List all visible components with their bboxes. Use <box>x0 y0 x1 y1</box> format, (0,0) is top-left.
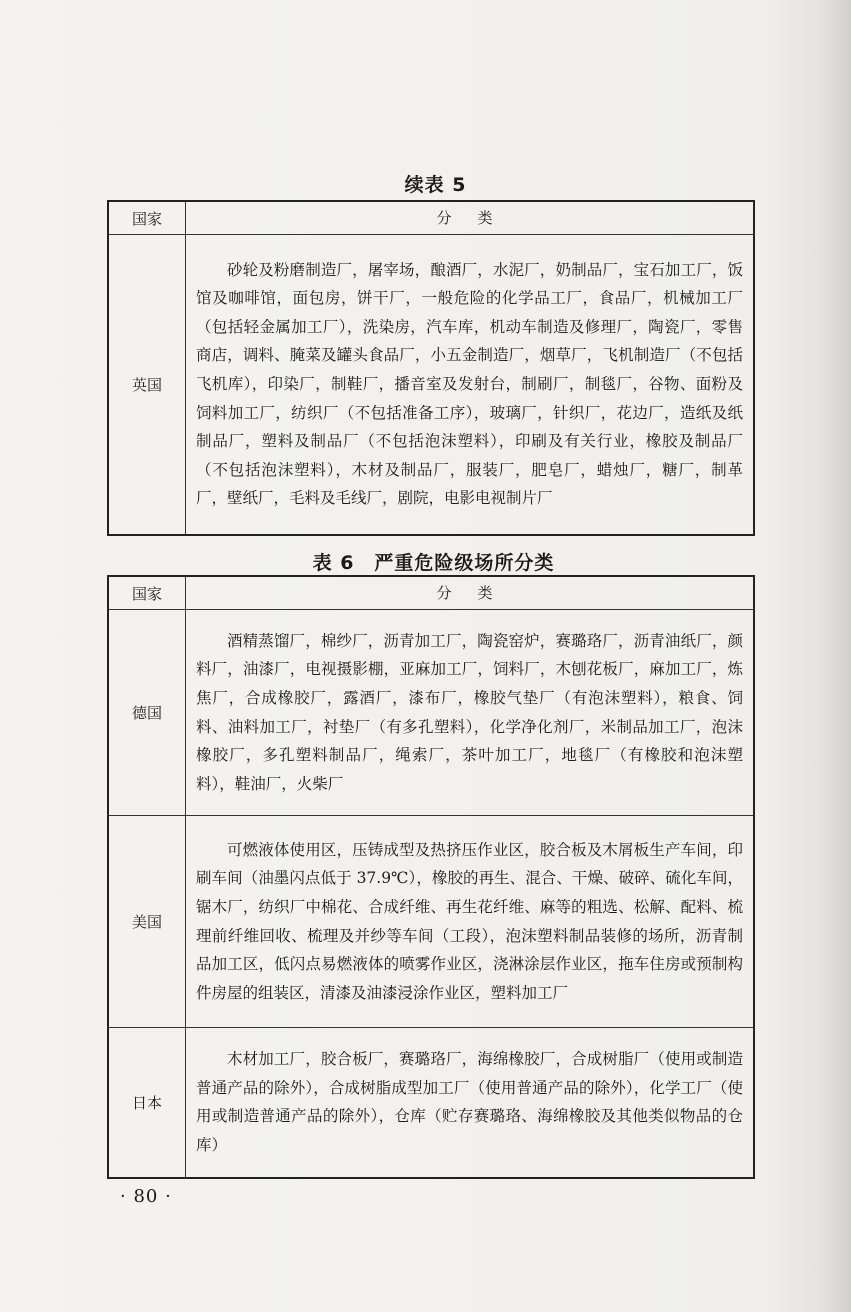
table5-header-country: 国家 <box>108 201 186 235</box>
table-row <box>108 610 754 816</box>
table6-header-class: 分类 <box>186 576 755 610</box>
table6 <box>107 575 755 1179</box>
table5 <box>107 200 755 536</box>
row-country: 英国 <box>108 235 186 535</box>
row-classification: 酒精蒸馏厂，棉纱厂，沥青加工厂，陶瓷窑炉，赛璐珞厂，沥青油纸厂，颜料厂，油漆厂，电视摄影棚，亚麻加工厂，饲料厂，木刨花板厂，麻加工厂，炼焦厂，合成橡胶厂，露酒厂，漆布厂，橡胶气垫厂（有泡沫塑料），粮食、饲料、油料加工厂，衬垫厂（有多孔塑料），化学净化剂厂，米制品加工厂，泡沫橡胶厂，多孔塑料制品厂，绳索厂，茶叶加工厂，地毯厂（有橡胶和泡沫塑料），鞋油厂，火柴厂 <box>186 610 755 816</box>
table5-header-row <box>108 201 754 235</box>
row-country: 德国 <box>108 610 186 816</box>
row-classification: 可燃液体使用区，压铸成型及热挤压作业区，胶合板及木屑板生产车间，印刷车间（油墨闪点低于 37.9℃），橡胶的再生、混合、干燥、破碎、硫化车间，锯木厂，纺织厂中棉花、合成纤维、再生花纤维、麻等的粗选、松解、配料、梳理前纤维回收、梳理及并纱等车间（工段），泡沫塑料制品装修的场所，沥青制品加工区，低闪点易燃液体的喷雾作业区，浇淋涂层作业区，拖车住房或预制构件房屋的组装区，清漆及油漆浸涂作业区，塑料加工厂 <box>186 816 755 1028</box>
table6-header-country: 国家 <box>108 576 186 610</box>
row-classification: 砂轮及粉磨制造厂，屠宰场，酿酒厂，水泥厂，奶制品厂，宝石加工厂，饭馆及咖啡馆，面包房，饼干厂，一般危险的化学品工厂，食品厂，机械加工厂（包括轻金属加工厂），洗染房，汽车库，机动车制造及修理厂，陶瓷厂，零售商店，调料、腌菜及罐头食品厂，小五金制造厂，烟草厂，飞机制造厂（不包括飞机库），印染厂，制鞋厂，播音室及发射台，制刷厂，制毯厂，谷物、面粉及饲料加工厂，纺织厂（不包括准备工序），玻璃厂，针织厂，花边厂，造纸及纸制品厂，塑料及制品厂（不包括泡沫塑料），印刷及有关行业，橡胶及制品厂（不包括泡沫塑料），木材及制品厂，服装厂，肥皂厂，蜡烛厂，糖厂，制革厂，壁纸厂，毛料及毛线厂，剧院，电影电视制片厂 <box>186 235 755 535</box>
table5-caption: 续表 5 <box>404 174 467 196</box>
table5-header-class: 分类 <box>186 201 755 235</box>
row-country: 美国 <box>108 816 186 1028</box>
row-classification: 木材加工厂，胶合板厂，赛璐珞厂，海绵橡胶厂，合成树脂厂（使用或制造普通产品的除外），合成树脂成型加工厂（使用普通产品的除外），化学工厂（使用或制造普通产品的除外），仓库（贮存赛璐珞、海绵橡胶及其他类似物品的仓库） <box>186 1028 755 1178</box>
table-row <box>108 1028 754 1178</box>
row-country: 日本 <box>108 1028 186 1178</box>
table-row <box>108 235 754 535</box>
table-row <box>108 816 754 1028</box>
table6-caption: 表 6 严重危险级场所分类 <box>312 552 555 574</box>
table6-header-row <box>108 576 754 610</box>
page-number: · 80 · <box>120 1186 172 1207</box>
